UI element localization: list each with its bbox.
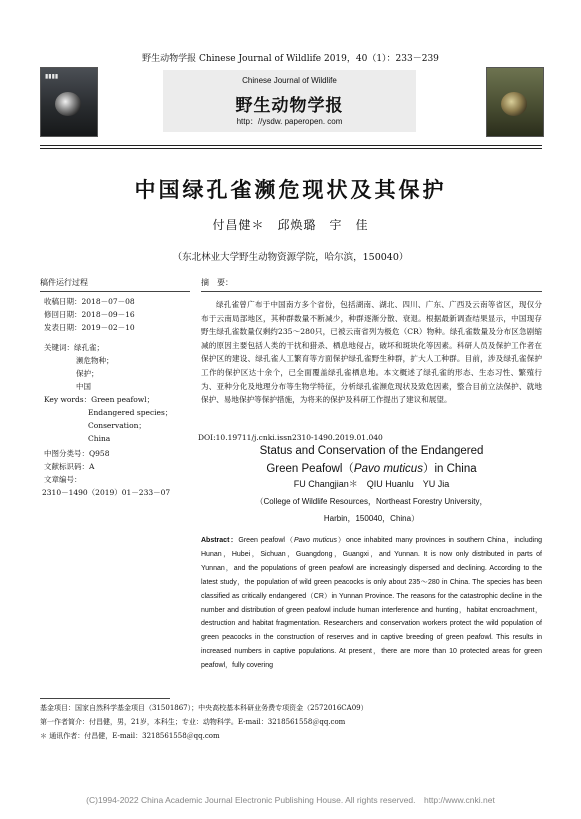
authors-cn: 付昌健＊ 邱焕璐 宇 佳 — [212, 218, 369, 232]
article-id: 2310－1490（2019）01－233－07 — [42, 488, 171, 497]
keyword-cn: 濒危物种； — [76, 356, 114, 365]
journal-name-en: Chinese Journal of Wildlife — [242, 76, 337, 85]
header-divider-top — [40, 145, 542, 146]
affiliation-en — [201, 493, 542, 527]
journal-cover-left — [40, 67, 98, 137]
published-date: 发表日期：2019－02－10 — [44, 323, 135, 332]
abstract-cn — [201, 298, 542, 407]
authors-en: FU Changjian＊ QIU Huanlu YU Jia — [293, 479, 450, 489]
abstract-en-text — [201, 534, 542, 673]
abstract-en-label: Abstract： — [201, 537, 239, 544]
footnote-divider — [40, 698, 170, 699]
journal-url[interactable]: http：//ysdw. paperopen. com — [236, 117, 343, 126]
clc-number: 中图分类号：Q958 — [44, 449, 110, 458]
cover-art: ▮▮▮▮ — [45, 73, 59, 80]
abstract-en — [201, 534, 542, 673]
title-en-species: Pavo muticus — [353, 463, 423, 475]
affiliation-en-line2: Harbin，150040，China） — [323, 514, 420, 523]
article-id-label: 文章编号： — [44, 475, 82, 484]
keyword-en: China — [88, 434, 111, 443]
cover-panda-image — [55, 92, 81, 116]
header-divider-bottom — [40, 148, 542, 149]
keyword-cn: 中国 — [76, 382, 91, 391]
title-en-pre: Green Peafowl（ — [266, 463, 354, 475]
abstract-en-body: ）once inhabited many provinces in southern China，including Hunan，Hubei，Sichuan，Guangdong，Guangxi，and Yunnan. It is now only distributed in parts of Yunnan，and the populations of green peafowl are increasingly dispersed and declining. According to the latest study，the population of wild green peacocks is only about 235～280 in China. The species has been classified as critically endangered（CR）in Yunnan Province. The reasons for the catastrophic decline in the number and distribution of green peafowl include human interference and hunting，habitat encroachment，destruction and habitat fragmentation. Researchers and conservation workers protect the wild population of green peacocks in the construction of reserves and in captive breeding of green peafowl. This results in increased numbers in captive populations. At present，there are more than 10 protected areas for green peafowl，fully covering — [201, 537, 542, 670]
footnote-corresponding-author: ＊ 通讯作者：付昌健，E-mail：3218561558＠qq.com — [40, 732, 220, 740]
doi[interactable]: DOI:10.19711/j.cnki.issn2310-1490.2019.01.040 — [198, 433, 383, 442]
journal-cover-right — [486, 67, 544, 137]
affiliation-en-line1: （College of Wildlife Resources，Northeast Forestry University， — [255, 497, 488, 506]
title-en-line1: Status and Conservation of the Endangered — [259, 445, 484, 457]
abstract-cn-text: 绿孔雀曾广布于中国南方多个省份，包括湖南、湖北、四川、广东、广西及云南等省区，现仅分布于云南局部地区，其种群数量不断减少，种群逐渐分散、衰退。根据最新调查结果显示，中国现存野生绿孔雀数量仅剩约235～280只，已被云南省列为极危（CR）物种。绿孔雀数量及分布区急剧缩减的原因主要包括人类的干扰和猎杀、栖息地侵占，破坏和斑块化等因素。科研人员及保护工作者在保护区的建设、绿孔雀人工繁育等方面保护绿孔雀野生种群，扩大人工种群。目前，涉及绿孔雀保护工作的保护区达十余个，已全面覆盖绿孔雀栖息地。本文概述了绿孔雀的形态、生态习性、繁殖行为、亚种分化及地理分布等生物学特征，分析绿孔雀濒危现状及致危因素，整合目前立法保护、就地保护、易地保护等保护措施，为将来的保护及科研工作提出了建议和展望。 — [201, 300, 542, 405]
journal-masthead — [163, 70, 416, 132]
copyright-notice: (C)1994-2022 China Academic Journal Electronic Publishing House. All rights reserved. http://www.cnki.net — [86, 795, 495, 805]
sidebar-heading: 稿件运行过程 — [40, 278, 88, 287]
revised-date: 修回日期：2018－09－16 — [44, 310, 135, 319]
sidebar-divider — [40, 291, 190, 292]
keyword-cn: 保护； — [76, 369, 99, 378]
keyword-cn: 关键词：绿孔雀； — [44, 343, 104, 352]
received-date: 收稿日期：2018－07－08 — [44, 297, 135, 306]
keyword-en: Key words：Green peafowl； — [44, 395, 155, 404]
running-head: 野生动物学报 Chinese Journal of Wildlife 2019，40（1）：233－239 — [142, 54, 439, 64]
footnote-funding: 基金项目：国家自然科学基金项目（31501867）；中央高校基本科研业务费专项资金（2572016CA09） — [40, 704, 368, 712]
cover-bird-image — [501, 92, 527, 116]
title-en-line2 — [201, 460, 542, 478]
article-title-cn: 中国绿孔雀濒危现状及其保护 — [134, 177, 447, 202]
keyword-en: Endangered species； — [88, 408, 173, 417]
abstract-divider — [201, 291, 542, 292]
title-en-post: ）in China — [422, 463, 477, 475]
footnote-first-author: 第一作者简介：付昌健，男，21岁，本科生；专业：动物科学。E-mail：3218561558＠qq.com — [40, 718, 346, 726]
keyword-en: Conservation； — [88, 421, 146, 430]
document-code: 文献标识码：A — [44, 462, 95, 471]
article-title-en — [201, 442, 542, 478]
abstract-en-pre: Green peafowl（ — [238, 537, 294, 544]
abstract-en-species: Pavo muticus — [293, 537, 337, 544]
journal-name-cn: 野生动物学报 — [235, 96, 344, 116]
affiliation-cn: （东北林业大学野生动物资源学院，哈尔滨，150040） — [172, 252, 409, 263]
abstract-heading-cn: 摘 要： — [201, 278, 233, 287]
